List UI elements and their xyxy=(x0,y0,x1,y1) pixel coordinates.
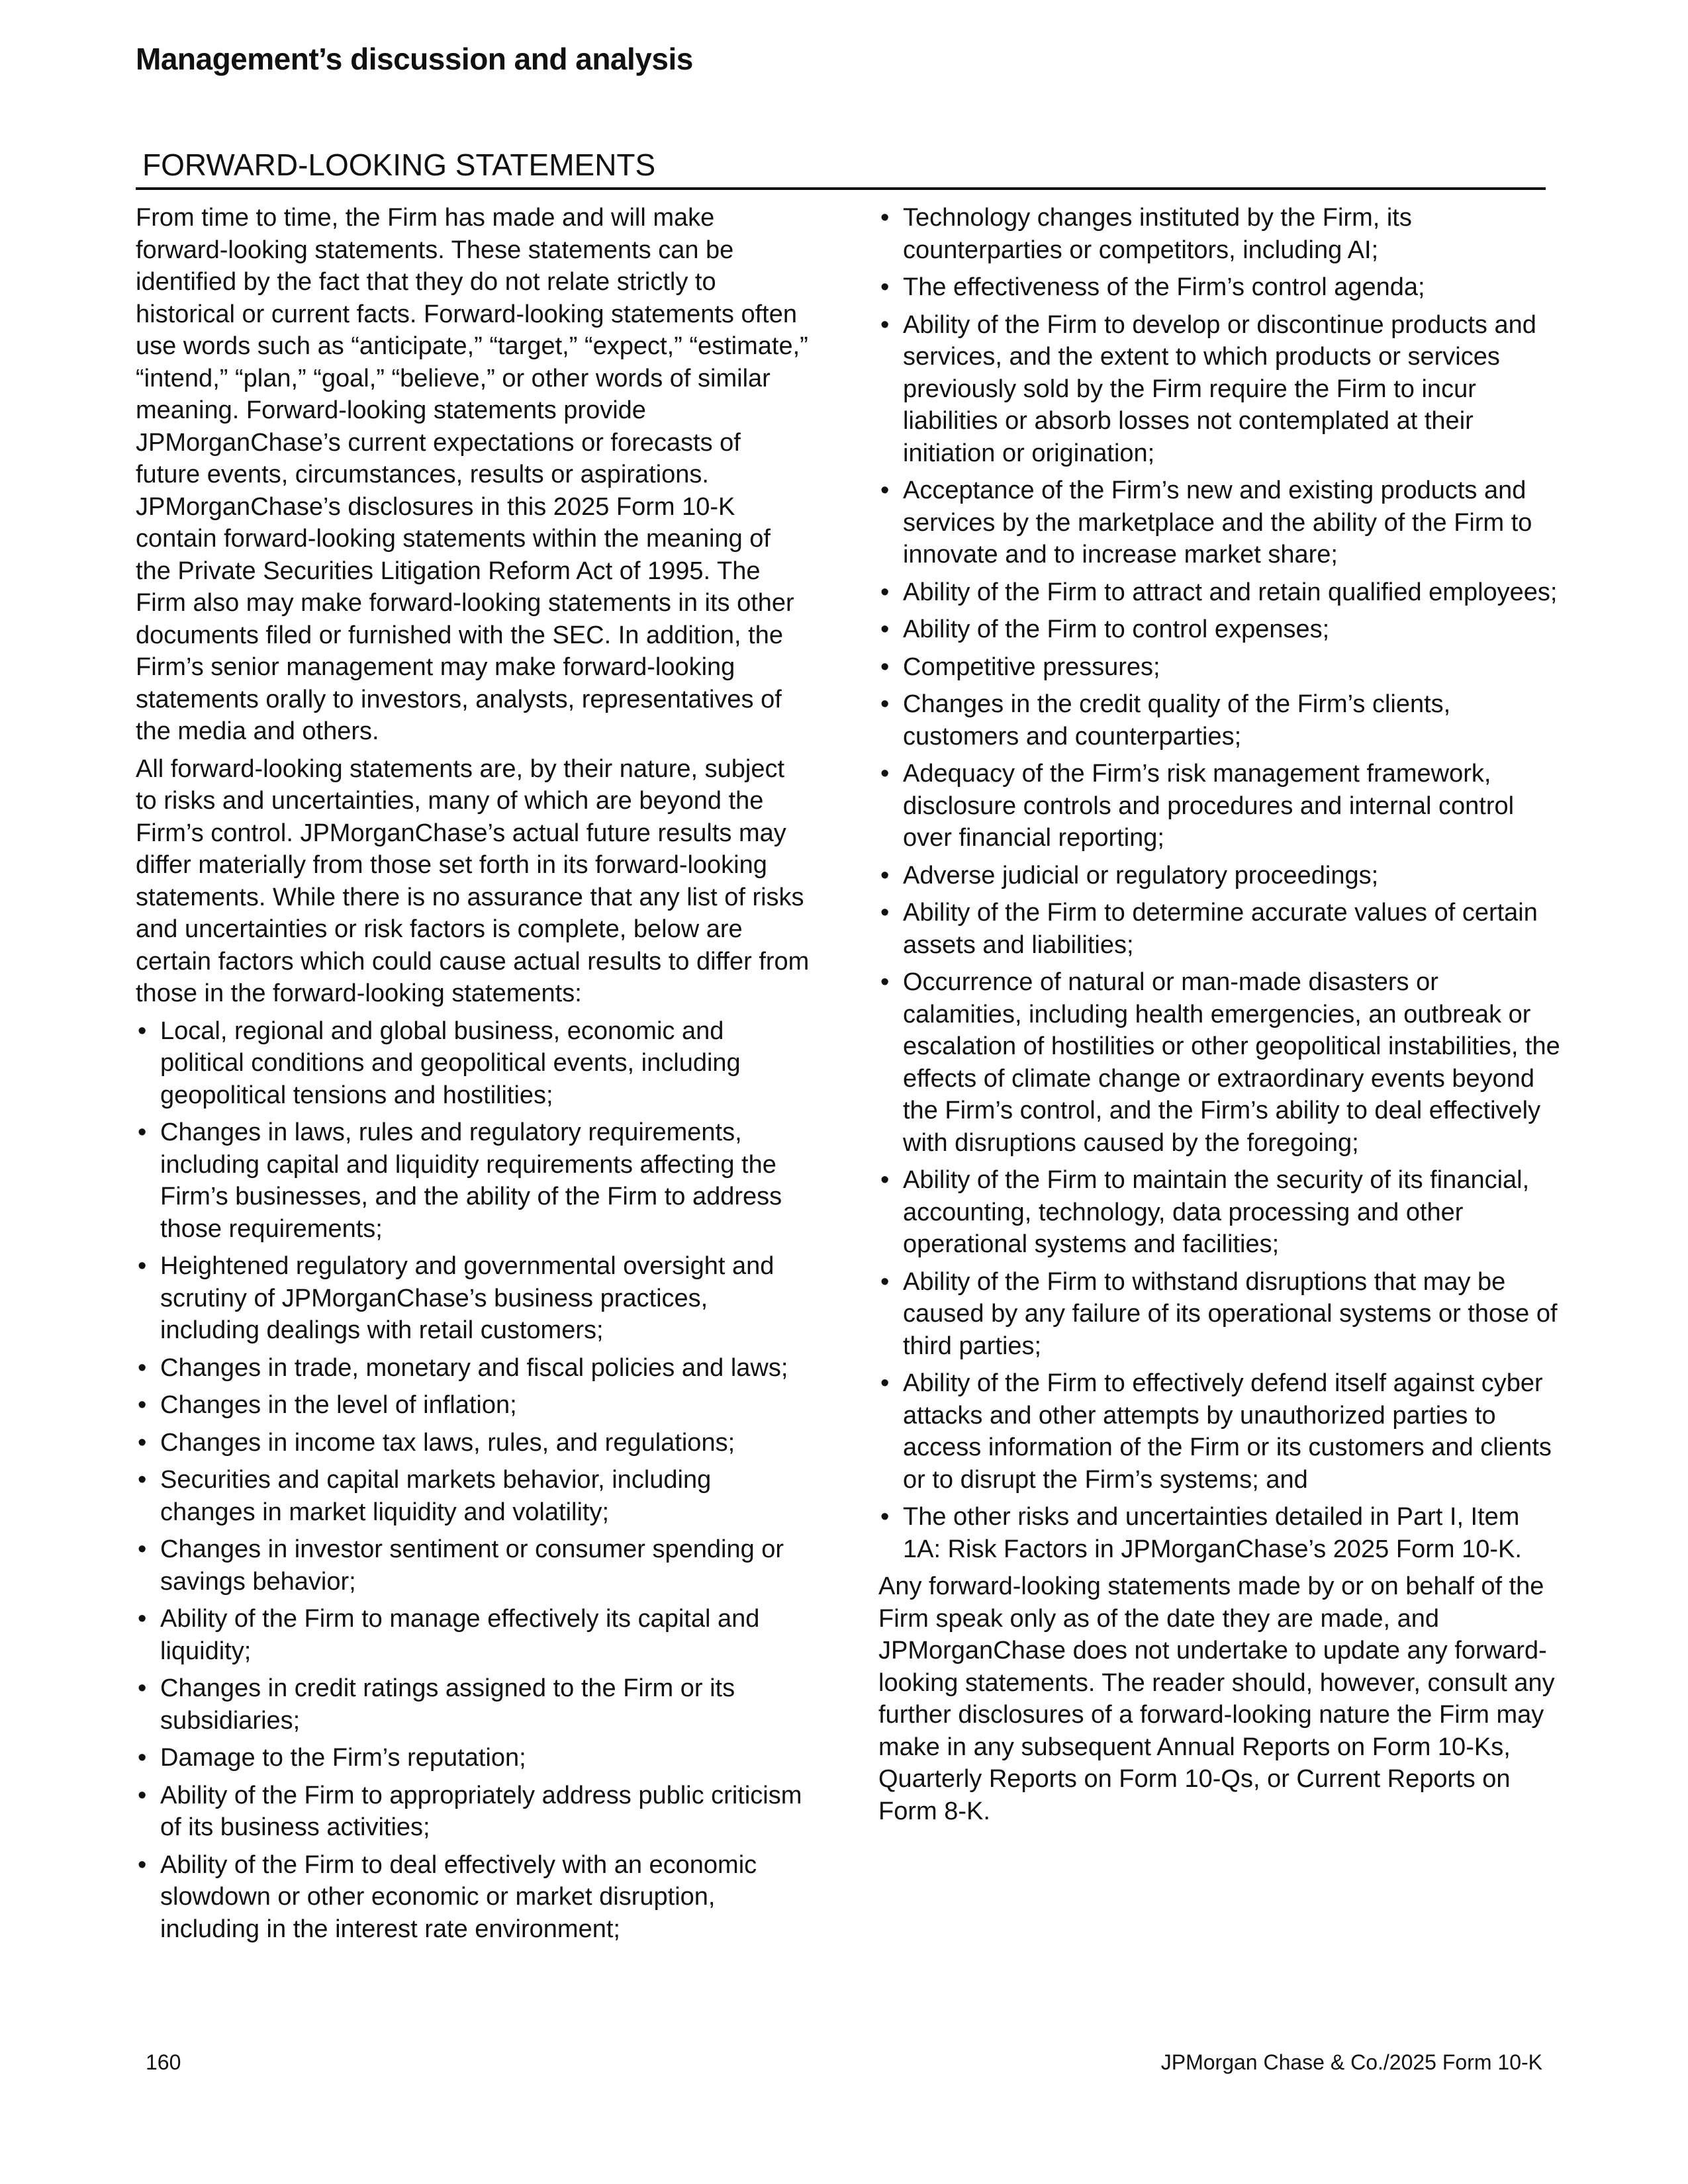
risk-factor-item: • Ability of the Firm to maintain the security of its financial, accounting, technology, data processing and other operational systems and facilities; xyxy=(878,1164,1560,1261)
risk-factor-item: • Ability of the Firm to appropriately address public criticism of its business activities; xyxy=(136,1780,811,1844)
risk-factor-item: • Changes in income tax laws, rules, and regulations; xyxy=(136,1427,811,1459)
left-risk-factor-list xyxy=(136,1015,811,1946)
risk-factor-item: • Changes in investor sentiment or consumer spending or savings behavior; xyxy=(136,1533,811,1598)
risk-factor-item: • Changes in credit ratings assigned to the Firm or its subsidiaries; xyxy=(136,1672,811,1737)
page-header: Management’s discussion and analysis xyxy=(136,42,693,76)
risk-factor-item: • Changes in the credit quality of the Firm’s clients, customers and counterparties; xyxy=(878,688,1560,752)
right-column xyxy=(878,202,1560,1833)
footer-source: JPMorgan Chase & Co./2025 Form 10-K xyxy=(1160,2050,1542,2074)
section-divider xyxy=(136,187,1546,190)
risk-paragraph: All forward-looking statements are, by their nature, subject to risks and uncertainties, many of which are beyond the Firm’s control. JPMorganChase’s actual future results may differ materially from those set forth in its forward-looking statements. While there is no assurance that any list of risks and uncertainties or risk factors is complete, below are certain factors which could cause actual results to differ from those in the forward-looking statements: xyxy=(136,754,810,1007)
risk-factor-item: • Technology changes instituted by the Firm, its counterparties or competitors, including AI; xyxy=(878,202,1560,266)
risk-factor-item: • Changes in the level of inflation; xyxy=(136,1389,811,1422)
risk-factor-item: • Ability of the Firm to attract and retain qualified employees; xyxy=(878,576,1560,609)
section-title: FORWARD-LOOKING STATEMENTS xyxy=(142,148,656,182)
risk-factor-item: • Ability of the Firm to effectively defend itself against cyber attacks and other attempts by unauthorized parties to access information of the Firm or its customers and clients or to disrupt the Firm’s systems; and xyxy=(878,1367,1560,1496)
risk-factor-item: • Securities and capital markets behavior, including changes in market liquidity and volatility; xyxy=(136,1464,811,1528)
risk-factor-item: • The effectiveness of the Firm’s control agenda; xyxy=(878,271,1560,304)
risk-factor-item: • Ability of the Firm to control expenses; xyxy=(878,614,1560,646)
risk-factor-item: • Ability of the Firm to deal effectively with an economic slowdown or other economic or market disruption, including in the interest rate environment; xyxy=(136,1849,811,1946)
risk-factor-item: • The other risks and uncertainties detailed in Part I, Item 1A: Risk Factors in JPMorganChase’s 2025 Form 10-K. xyxy=(878,1501,1560,1565)
risk-factor-item: • Ability of the Firm to manage effectively its capital and liquidity; xyxy=(136,1603,811,1667)
right-risk-factor-list xyxy=(878,202,1560,1565)
page-number: 160 xyxy=(146,2050,181,2074)
risk-factor-item: • Changes in trade, monetary and fiscal policies and laws; xyxy=(136,1352,811,1385)
risk-factor-item: • Ability of the Firm to determine accurate values of certain assets and liabilities; xyxy=(878,897,1560,961)
risk-factor-item: • Damage to the Firm’s reputation; xyxy=(136,1742,811,1774)
risk-factor-item: • Adequacy of the Firm’s risk management framework, disclosure controls and procedures and internal control over financial reporting; xyxy=(878,758,1560,854)
risk-factor-item: • Changes in laws, rules and regulatory requirements, including capital and liquidity requirements affecting the Firm’s businesses, and the ability of the Firm to address those requirements; xyxy=(136,1116,811,1245)
risk-factor-item: • Ability of the Firm to withstand disruptions that may be caused by any failure of its operational systems or those of third parties; xyxy=(878,1266,1560,1363)
risk-factor-item: • Competitive pressures; xyxy=(878,651,1560,684)
risk-factor-item: • Acceptance of the Firm’s new and existing products and services by the marketplace and the ability of the Firm to innovate and to increase market share; xyxy=(878,475,1560,571)
closing-paragraph: Any forward-looking statements made by or on behalf of the Firm speak only as of the date they are made, and JPMorganChase does not undertake to update any forward-looking statements. The reader should, however, consult any further disclosures of a forward-looking nature the Firm may make in any subsequent Annual Reports on Form 10-Ks, Quarterly Reports on Form 10-Qs, or Current Reports on Form 8-K. xyxy=(878,1572,1555,1825)
risk-factor-item: • Adverse judicial or regulatory proceedings; xyxy=(878,860,1560,892)
risk-factor-item: • Local, regional and global business, economic and political conditions and geopolitical events, including geopolitical tensions and hostilities; xyxy=(136,1015,811,1112)
risk-factor-item: • Ability of the Firm to develop or discontinue products and services, and the extent to which products or services previously sold by the Firm require the Firm to incur liabilities or absorb losses not contemplated at their initiation or origination; xyxy=(878,309,1560,470)
risk-factor-item: • Occurrence of natural or man-made disasters or calamities, including health emergencies, an outbreak or escalation of hostilities or other geopolitical instabilities, the effects of climate change or extraordinary events beyond the Firm’s control, and the Firm’s ability to deal effectively with disruptions caused by the foregoing; xyxy=(878,966,1560,1159)
left-column xyxy=(136,202,811,1950)
risk-factor-item: • Heightened regulatory and governmental oversight and scrutiny of JPMorganChase’s business practices, including dealings with retail customers; xyxy=(136,1250,811,1347)
intro-paragraph: From time to time, the Firm has made and will make forward-looking statements. These statements can be identified by the fact that they do not relate strictly to historical or current facts. Forward-looking statements often use words such as “anticipate,” “target,” “expect,” “estimate,” “intend,” “plan,” “goal,” “believe,” or other words of similar meaning. Forward-looking statements provide JPMorganChase’s current expectations or forecasts of future events, circumstances, results or aspirations. JPMorganChase’s disclosures in this 2025 Form 10-K contain forward-looking statements within the meaning of the Private Securities Litigation Reform Act of 1995. The Firm also may make forward-looking statements in its other documents filed or furnished with the SEC. In addition, the Firm’s senior management may make forward-looking statements orally to investors, analysts, representatives of the media and others. xyxy=(136,204,808,745)
